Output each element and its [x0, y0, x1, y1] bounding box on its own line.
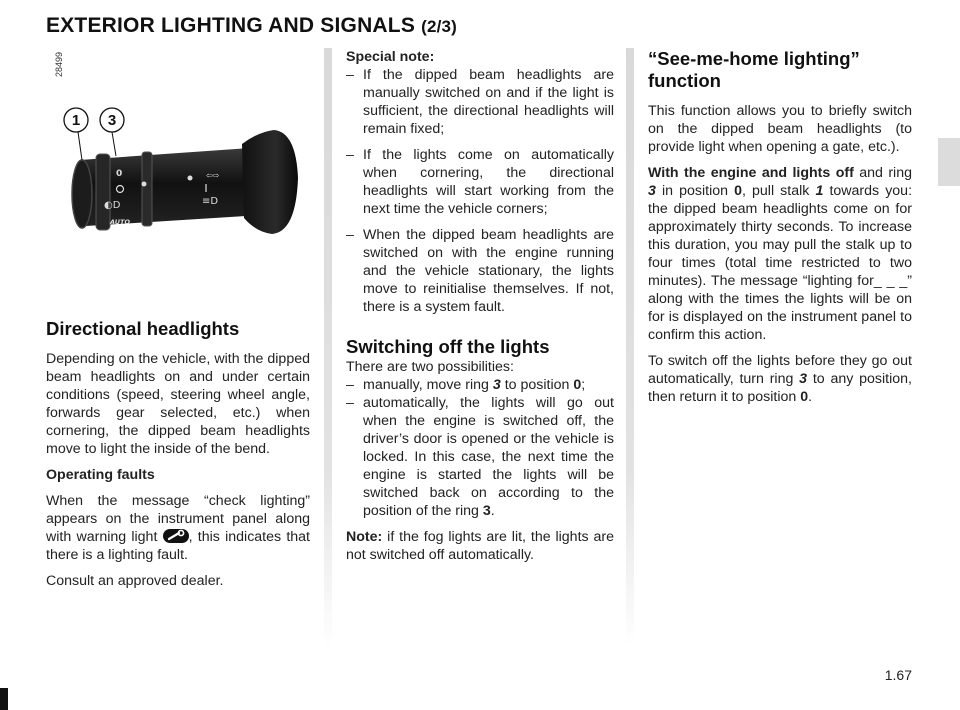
stalk-ring-1: [96, 154, 110, 230]
see-me-home-switch-off: [648, 352, 912, 406]
ring-dot-1: [142, 182, 147, 187]
switch-off-text-c: .: [808, 389, 813, 405]
stalk-ref: 1: [815, 183, 824, 199]
figure-code: 28499: [54, 52, 64, 78]
callout-3-label: 3: [107, 112, 117, 129]
instructions-text-a: and ring: [859, 165, 912, 181]
column-see-me-home: [648, 48, 912, 414]
fog-light-symbol: ≡D: [202, 196, 219, 207]
instructions-text-b: in position: [661, 183, 729, 199]
see-me-home-intro: This function allows you to briefly switch on the dipped beam headlights (to provide light when opening a gate, etc.).: [648, 103, 912, 155]
page-number: 1.67: [884, 667, 912, 683]
option-automatic-text-b: .: [490, 503, 495, 519]
column-directional-headlights: [46, 48, 310, 598]
option-manual-text-b: to position: [504, 377, 570, 393]
see-me-home-instructions: [648, 164, 912, 344]
page-title-suffix: (2/3): [421, 17, 458, 36]
special-note-label: Special note:: [346, 49, 435, 65]
instructions-lead: With the engine and lights off: [648, 165, 854, 181]
page-title: [46, 14, 457, 38]
wrench-warning-icon: [163, 529, 189, 543]
stalk-base: [242, 130, 298, 234]
option-automatic: [346, 394, 614, 520]
section-tab: [938, 138, 960, 186]
lighting-stalk-figure: [46, 48, 310, 284]
operating-faults-paragraph: [46, 492, 310, 564]
fog-note: [346, 528, 614, 564]
special-note-list: [346, 66, 614, 316]
callout-line-1: [78, 132, 82, 160]
option-automatic-text-a: automatically, the lights will go out when the engine is switched off, the driver’s door is opened or the vehicle is locked. In this case, the next time the engine is started the lights will be switched back on according to the position of the ring: [363, 395, 614, 519]
special-note-item: – If the dipped beam headlights are manually switched on and if the light is sufficient, the directional headlights will remain fixed;: [346, 66, 614, 138]
switching-off-options: [346, 376, 614, 520]
instructions-text-d: towards you: the dipped beam headlights come on for approximately thirty seconds. To increase this duration, you may pull the stalk up to four times (total time restricted to two minutes). The message “lighting for_ _ _” along with the times the lights will be on for is displayed on the instrument panel to confirm this action.: [648, 183, 913, 343]
callout-line-3: [112, 132, 116, 156]
ring-ref: 3: [482, 503, 491, 519]
directional-headlights-paragraph: Depending on the vehicle, with the dipped beam headlights on and under certain conditions (speed, steering wheel angle, forwards gear selected, etc.) when cornering, the dipped beam headlights move to light the inside of the bend.: [46, 351, 310, 457]
column-divider-right: [626, 48, 634, 648]
option-manual-text-a: manually, move ring: [363, 377, 489, 393]
operating-faults-heading: Operating faults: [46, 467, 155, 483]
column-special-note: [346, 48, 614, 572]
special-note-item: – When the dipped beam headlights are switched on with the engine running and the vehicle stationary, the lights move to reinitialise themselves. If not, there is a system fault.: [346, 226, 614, 316]
instructions-text-c: , pull stalk: [742, 183, 810, 199]
option-manual: [346, 376, 614, 394]
lighting-stalk-illustration: [46, 48, 310, 284]
option-manual-text-c: ;: [581, 377, 586, 393]
page-title-text: EXTERIOR LIGHTING AND SIGNALS: [46, 14, 416, 37]
ring-ref: 3: [799, 371, 808, 387]
heading-switching-off: Switching off the lights: [346, 336, 550, 357]
stalk-end-cap: [72, 160, 92, 228]
ring-ref: 3: [648, 183, 656, 199]
operating-faults-text-a: When the message “check lighting” appears on the instrument panel along with warning light: [46, 493, 310, 545]
callout-1-label: 1: [71, 112, 81, 129]
dipped-beam-symbol: ◐D: [104, 200, 121, 211]
fog-note-text: if the fog lights are lit, the lights are not switched off automatically.: [346, 529, 615, 563]
fog-note-label: Note:: [346, 529, 383, 545]
consult-dealer-text: Consult an approved dealer.: [46, 573, 224, 589]
stalk-ring-3: [142, 152, 152, 226]
ring-ref: 3: [492, 377, 501, 393]
corner-mark: [0, 688, 8, 710]
ring-label-zero: 0: [116, 169, 123, 179]
ring-dot-2: [188, 176, 193, 181]
switch-off-text-a: To switch off the lights before they go out automatically, turn ring: [648, 353, 912, 387]
position-ref: 0: [734, 183, 742, 199]
position-ref: 0: [573, 377, 582, 393]
column-divider-left: [324, 48, 332, 648]
heading-directional-headlights: Directional headlights: [46, 318, 240, 339]
indicator-arrows-symbol: ⇦⇨: [206, 171, 220, 180]
special-note-item: – If the lights come on automatically when cornering, the directional headlights will start working from the next time the vehicle corners;: [346, 146, 614, 218]
operating-faults-text-b: , this indicates that there is a lighting fault.: [46, 529, 310, 563]
switch-off-text-b: to any position, then return it to position: [648, 371, 912, 405]
ring-label-auto: AUTO: [110, 218, 130, 226]
heading-see-me-home: “See-me-home lighting” function: [648, 48, 860, 91]
switching-off-intro: There are two possibilities:: [346, 359, 514, 375]
position-ref: 0: [800, 389, 809, 405]
